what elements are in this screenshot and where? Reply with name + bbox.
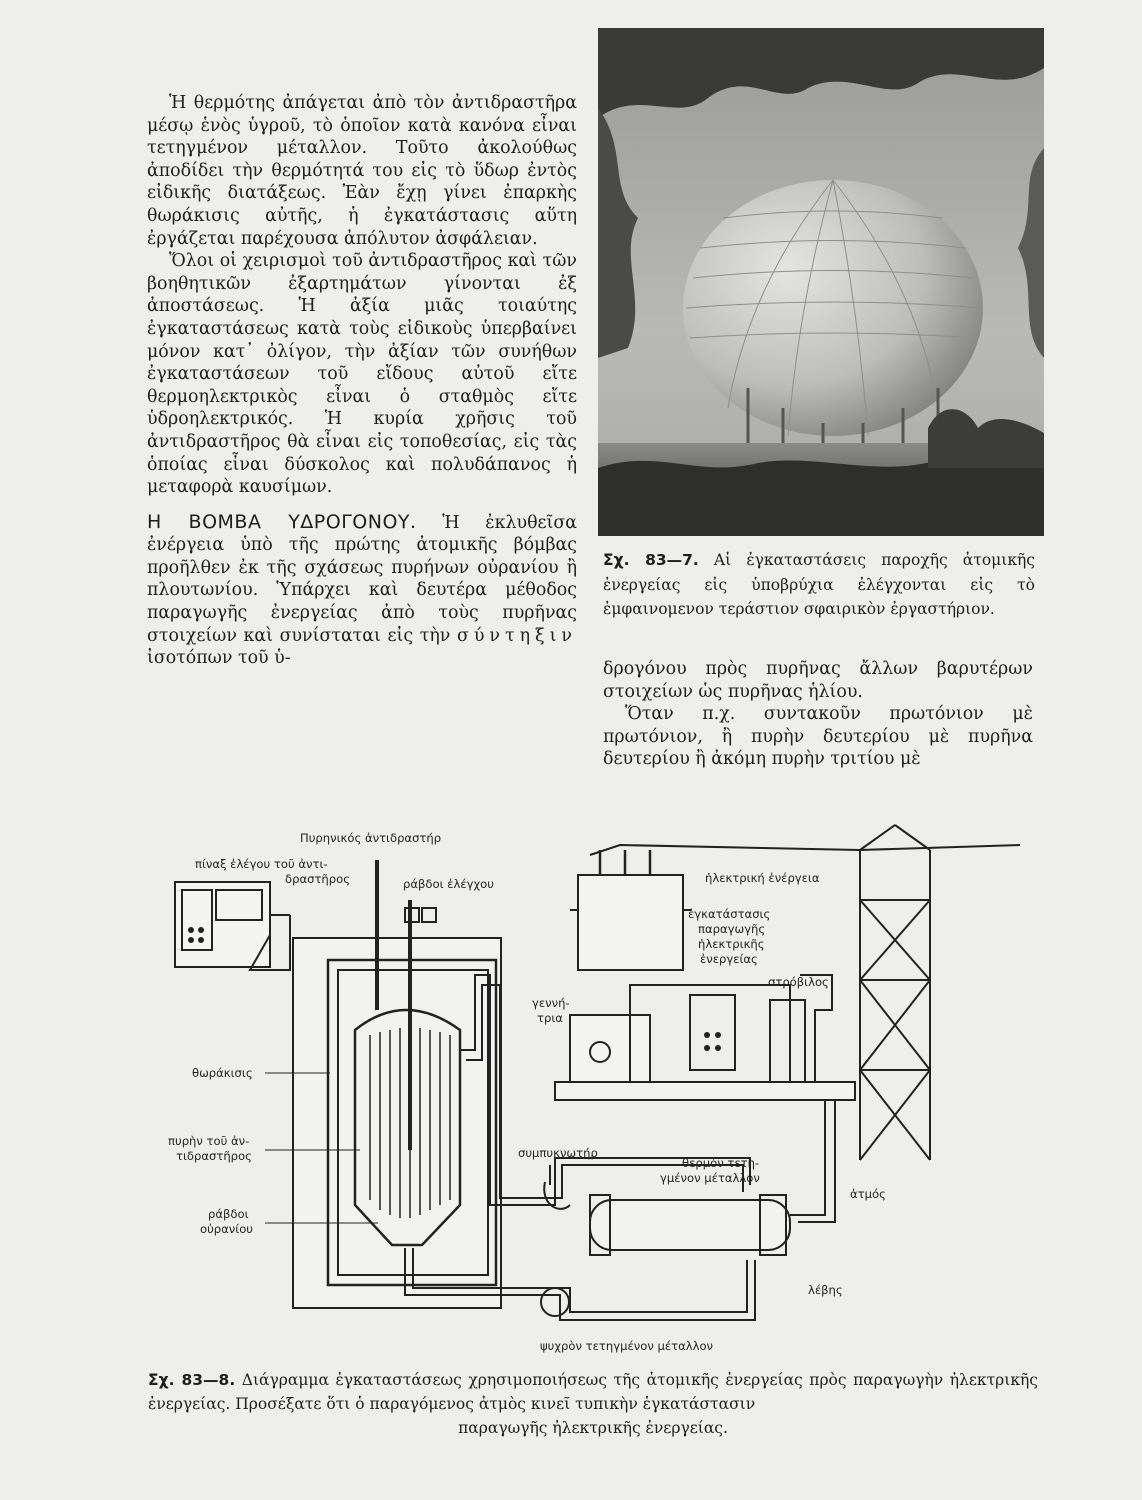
control-panel-label-2: δραστῆρος — [285, 872, 351, 886]
nuclear-plant-diagram — [160, 820, 1040, 1360]
generator-label-2: τρια — [537, 1011, 563, 1025]
figure-83-8-caption: Σχ. 83—8. Διάγραμμα ἐγκαταστάσεως χρησιμοποιήσεως τῆς ἀτομικῆς ἐνεργείας πρὸς παραγωγὴν ἠλεκτρικῆς ἐνεργείας. Προσέξατε ὅτι ὁ παραγόμενος ἀτμὸς κινεῖ τυπικὴν ἐγκατάστασιν παραγωγῆς ἠλεκτρικῆς ἐνεργείας. — [148, 1371, 1038, 1437]
plant-label-4: ἐνεργείας — [700, 952, 758, 966]
spaced-word: σύντηξιν — [456, 625, 577, 646]
left-column — [147, 92, 577, 670]
figure-number: Σχ. 83—7. — [603, 551, 699, 569]
electric-energy-label: ἠλεκτρική ἐνέργεια — [705, 871, 820, 885]
paragraph: Ὅλοι οἱ χειρισμοὶ τοῦ ἀντιδραστῆρος καὶ τῶν βοηθητικῶν ἐξαρτημάτων γίνονται ἐξ ἀποστάσεως. Ἡ ἀξία μιᾶς τοιαύτης ἐγκαταστάσεως κατὰ τοὺς εἰδικοὺς ὑπερβαίνει μόνον κατ᾽ ὀλίγον, τὴν ἀξίαν τῶν συνήθων ἐγκαταστάσεων τοῦ εἴδους αὐτοῦ εἴτε θερμοηλεκτρικὸς εἶναι ὁ σταθμὸς εἴτε ὑδροηλεκτρικός. Ἡ κυρία χρῆσις τοῦ ἀντιδραστῆρος θὰ εἶναι εἰς τοποθεσίας, εἰς τὰς ὁποίας εἶναι δύσκολος καὶ πολυδάπανος ἡ μεταφορὰ καυσίμων. — [147, 251, 577, 498]
paragraph: Ἡ θερμότης ἀπάγεται ἀπὸ τὸν ἀντιδραστῆρα μέσῳ ἑνὸς ὑγροῦ, τὸ ὁποῖον κατὰ κανόνα εἶναι τετηγμένον μέταλλον. Τοῦτο ἀκολούθως ἀποδίδει τὴν θερμότητά του εἰς τὸ ὕδωρ ἐντὸς εἰδικῆς διατάξεως. Ἐὰν ἔχῃ γίνει ἐπαρκὴς θωράκισις αὐτῆς, ἡ ἐγκατάστασις αὕτη ἐργάζεται παρέχουσα ἀπόλυτον ἀσφάλειαν. — [147, 93, 577, 249]
paragraph: Ὅταν π.χ. συντακοῦν πρωτόνιον μὲ πρωτόνιον, ἢ πυρὴν δευτερίου μὲ πυρῆνα δευτερίου ἢ ἀκόμη πυρὴν τριτίου μὲ — [603, 704, 1033, 770]
plant-label-3: ἠλεκτρικῆς — [698, 937, 765, 951]
steam-label: ἀτμός — [850, 1187, 886, 1201]
uranium-label-1: ράβδοι — [208, 1207, 249, 1221]
turbine — [770, 1000, 805, 1090]
core-label-2: τιδραστῆρος — [176, 1149, 252, 1163]
plant-label-2: παραγωγῆς — [698, 922, 766, 936]
section-heading: Η ΒΟΜΒΑ ΥΔΡΟΓΟΝΟΥ. — [147, 510, 417, 533]
boiler-label: λέβης — [808, 1283, 843, 1297]
hot-metal-label-2: γμένον μέταλλον — [660, 1171, 760, 1185]
hot-metal-label-1: θερμόν τετη- — [682, 1156, 760, 1170]
right-column — [603, 658, 1033, 771]
paragraph: δρογόνου πρὸς πυρῆνας ἄλλων βαρυτέρων στοιχείων ὡς πυρῆνας ἡλίου. — [603, 659, 1033, 702]
condenser-label: συμπυκνωτήρ — [518, 1146, 598, 1160]
figure-83-7-caption: Σχ. 83—7. Αἱ ἐγκαταστάσεις παροχῆς ἀτομικῆς ἐνεργείας εἰς ὑποβρύχια ἐλέγχονται εἰς τὸ ἐμφαινομενον τεράστιον σφαιρικὸν ἐργαστήριον. — [603, 551, 1035, 618]
spherical-laboratory-photo — [598, 28, 1044, 536]
figure-number: Σχ. 83—8. — [148, 1371, 236, 1389]
control-rods-label: ράβδοι ἐλέγχου — [403, 877, 494, 891]
control-panel — [175, 882, 270, 967]
turbine-label: στρόβιλος — [768, 975, 829, 989]
section-paragraph: Η ΒΟΜΒΑ ΥΔΡΟΓΟΝΟΥ. Ἡ ἐκλυθεῖσα ἐνέργεια ὑπὸ τῆς πρώτης ἀτομικῆς βόμβας προῆλθεν ἐκ τῆς σχάσεως πυρήνων οὐρανίου ἢ πλουτωνίου. Ὑπάρχει καὶ δευτέρα μέθοδος παραγωγῆς ἐνεργείας ἀπὸ τοὺς πυρῆνας στοιχείων καὶ συνίσταται εἰς τὴν σύντηξιν ἰσοτόπων τοῦ ὑ- — [147, 510, 577, 669]
control-panel-label-1: πίναξ ἐλέγου τοῦ ἀντι- — [195, 857, 328, 871]
plant-label-1: ἐγκατάστασις — [688, 907, 771, 921]
uranium-label-2: οὐρανίου — [200, 1222, 254, 1236]
shielding-label: θωράκισις — [192, 1066, 253, 1080]
reactor-housing — [293, 938, 501, 1308]
reactor-label: Πυρηνικός ἀντιδραστήρ — [300, 831, 442, 845]
core-label-1: πυρὴν τοῦ ἀν- — [168, 1134, 250, 1148]
cold-metal-label: ψυχρὸν τετηγμένον μέταλλον — [540, 1339, 714, 1353]
transformer — [578, 875, 683, 970]
generator-label-1: γεννή- — [532, 996, 570, 1010]
